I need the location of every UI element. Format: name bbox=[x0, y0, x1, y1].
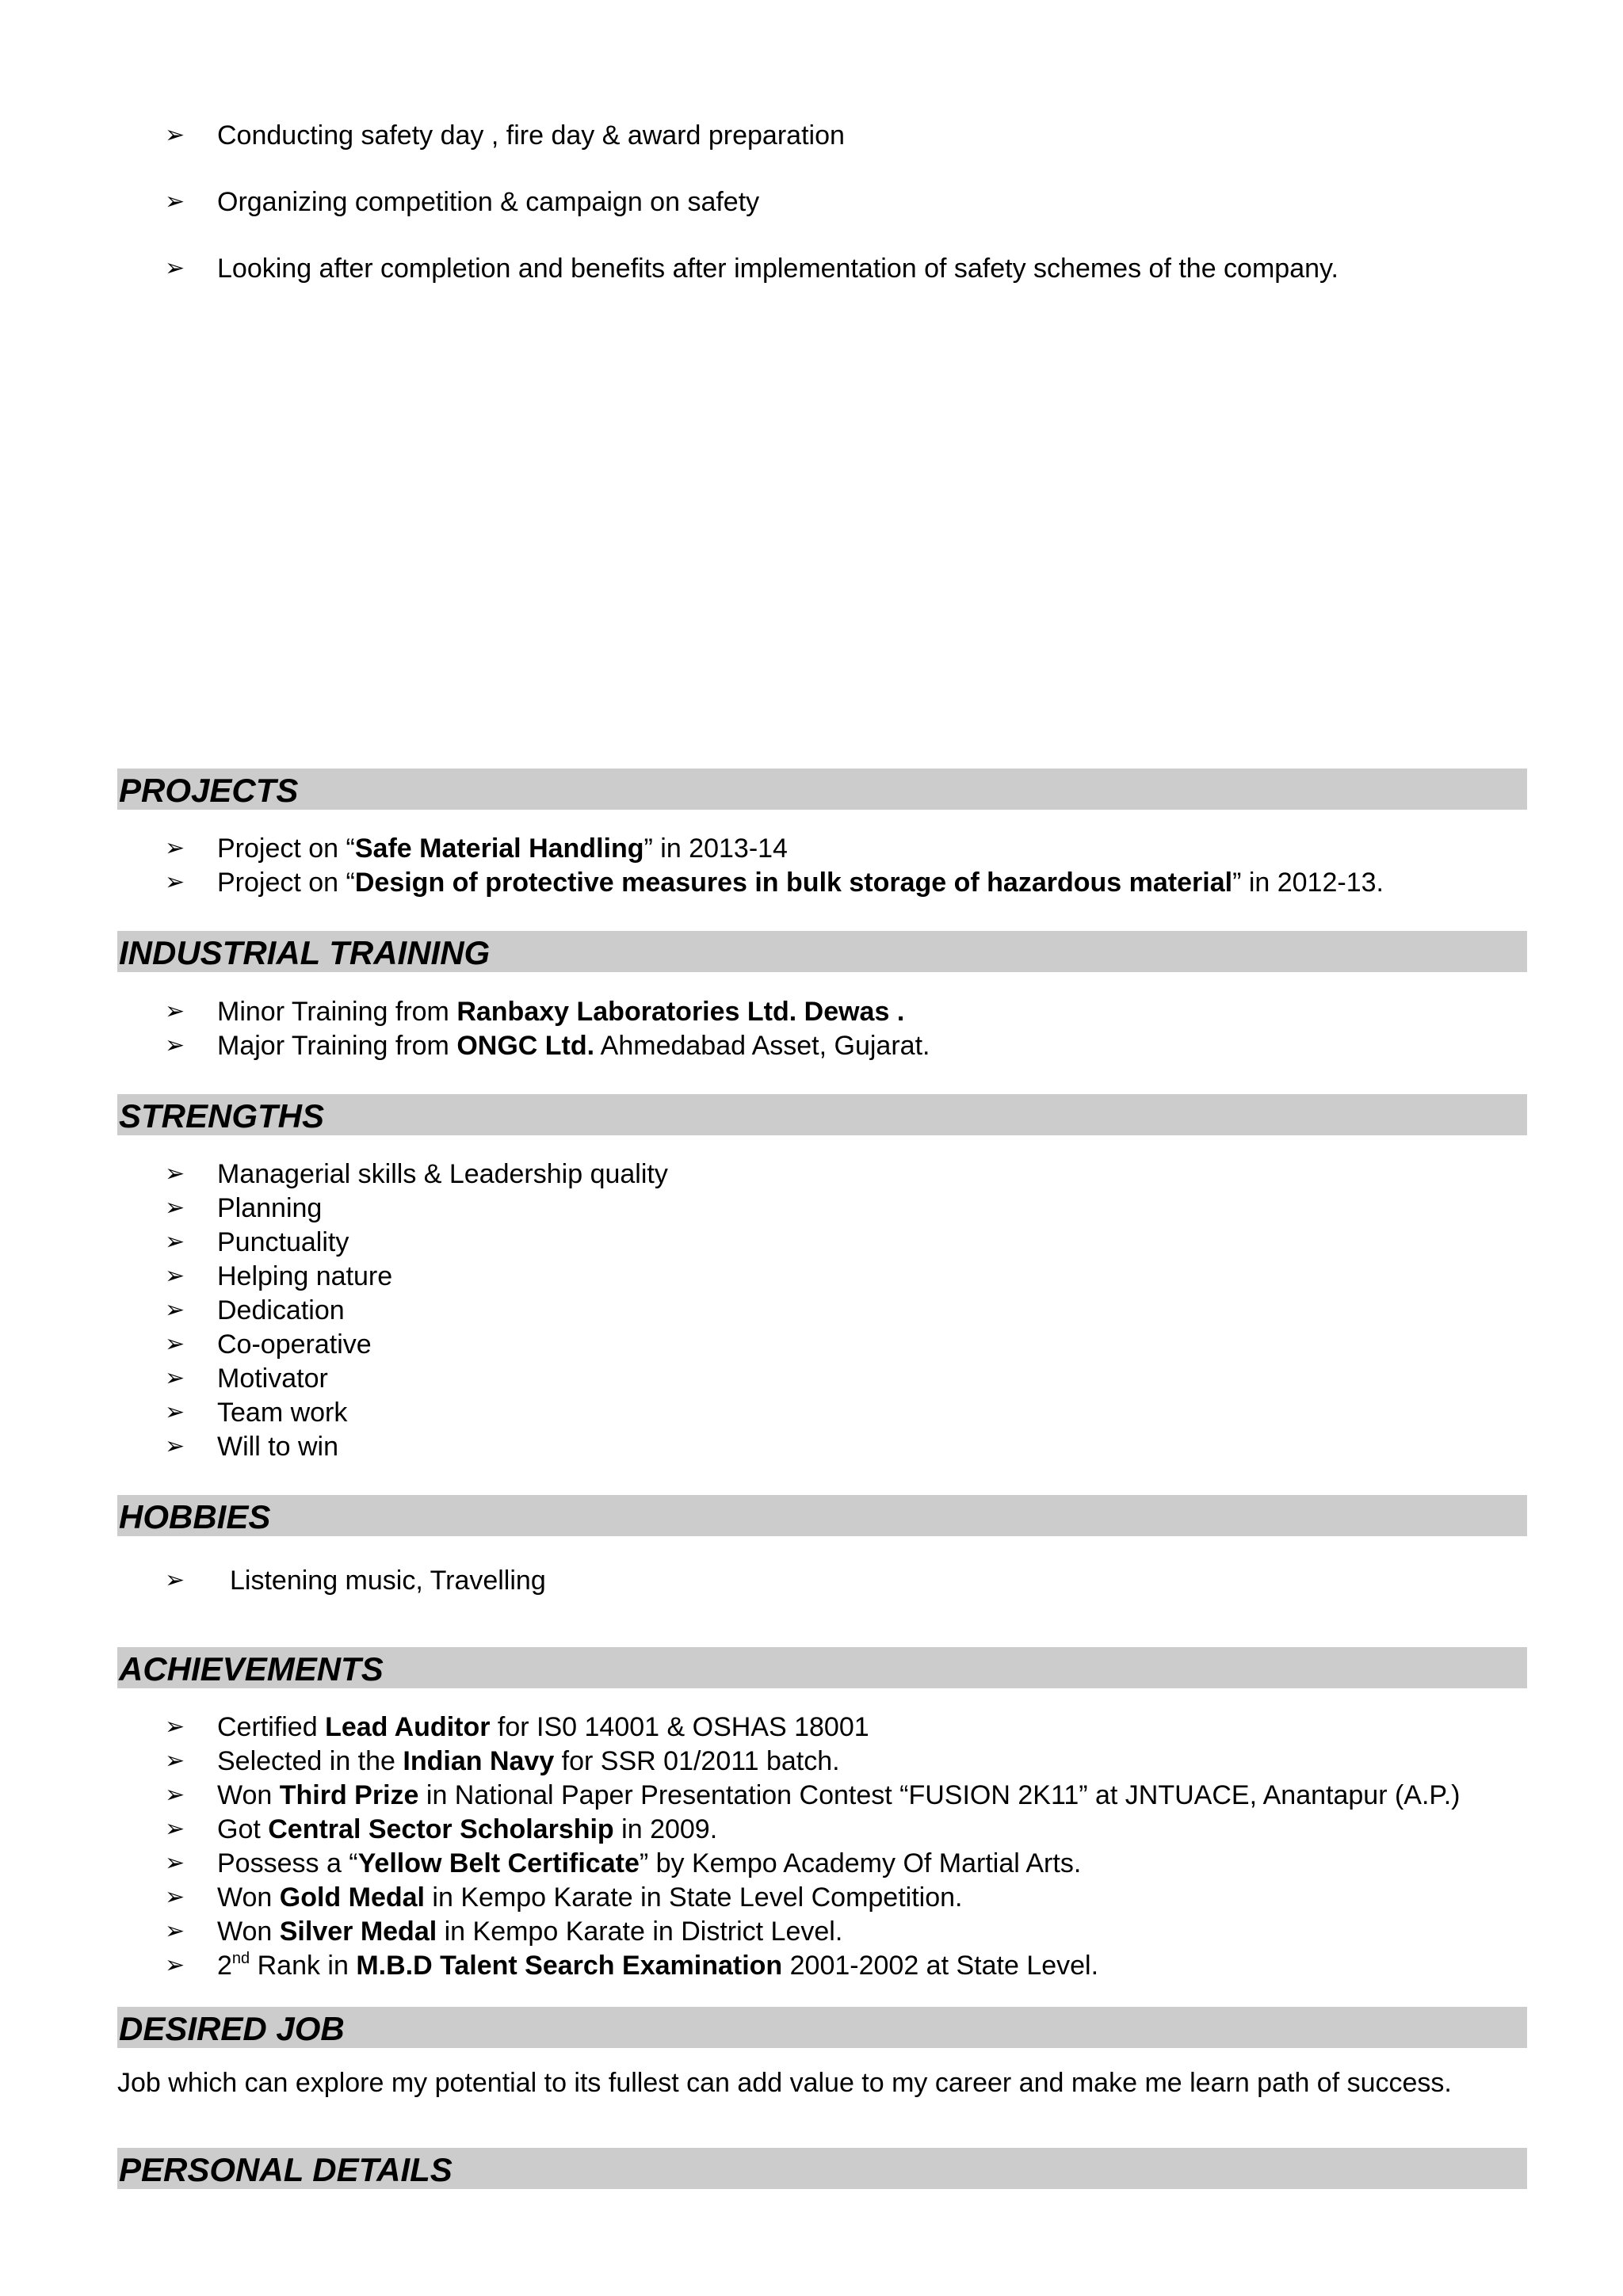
section-title: STRENGTHS bbox=[119, 1097, 325, 1135]
list-item: ➢ Certified Lead Auditor for IS0 14001 & OSHAS 18001 bbox=[165, 1712, 869, 1742]
arrow-bullet-icon: ➢ bbox=[165, 188, 185, 215]
arrow-bullet-icon: ➢ bbox=[165, 1815, 185, 1843]
section-header-projects bbox=[117, 769, 1527, 810]
list-item: ➢ Possess a “Yellow Belt Certificate” by Kempo Academy Of Martial Arts. bbox=[165, 1848, 1082, 1878]
section-title: PROJECTS bbox=[119, 772, 299, 809]
arrow-bullet-icon: ➢ bbox=[165, 868, 185, 896]
list-item: ➢ Planning bbox=[165, 1193, 323, 1223]
section-header-hobbies bbox=[117, 1495, 1527, 1536]
arrow-bullet-icon: ➢ bbox=[165, 1849, 185, 1877]
arrow-bullet-icon: ➢ bbox=[165, 1951, 185, 1979]
list-item: ➢ Team work bbox=[165, 1398, 348, 1428]
arrow-bullet-icon: ➢ bbox=[165, 1747, 185, 1775]
arrow-bullet-icon: ➢ bbox=[165, 1781, 185, 1809]
list-item: ➢ Project on “Design of protective measures in bulk storage of hazardous material” in 2012-13. bbox=[165, 868, 1384, 898]
section-title: INDUSTRIAL TRAINING bbox=[119, 934, 491, 971]
section-header-desired-job bbox=[117, 2007, 1527, 2048]
list-item: ➢ Got Central Sector Scholarship in 2009. bbox=[165, 1814, 718, 1844]
section-title: PERSONAL DETAILS bbox=[119, 2151, 453, 2188]
arrow-bullet-icon: ➢ bbox=[165, 1713, 185, 1741]
list-item: ➢ Selected in the Indian Navy for SSR 01/2011 batch. bbox=[165, 1746, 840, 1776]
section-title: ACHIEVEMENTS bbox=[119, 1650, 384, 1688]
list-item: ➢ Managerial skills & Leadership quality bbox=[165, 1159, 668, 1189]
arrow-bullet-icon: ➢ bbox=[165, 997, 185, 1025]
list-item: ➢ Listening music, Travelling bbox=[165, 1566, 546, 1596]
list-item: ➢ Looking after completion and benefits after implementation of safety schemes of the company. bbox=[165, 254, 1338, 284]
arrow-bullet-icon: ➢ bbox=[165, 1194, 185, 1222]
arrow-bullet-icon: ➢ bbox=[165, 1160, 185, 1188]
arrow-bullet-icon: ➢ bbox=[165, 1296, 185, 1324]
list-item: ➢ Organizing competition & campaign on safety bbox=[165, 187, 760, 217]
arrow-bullet-icon: ➢ bbox=[165, 1330, 185, 1358]
arrow-bullet-icon: ➢ bbox=[165, 1917, 185, 1945]
arrow-bullet-icon: ➢ bbox=[165, 1398, 185, 1426]
section-header-training bbox=[117, 931, 1527, 972]
section-title: DESIRED JOB bbox=[119, 2010, 345, 2047]
list-item: ➢ Motivator bbox=[165, 1363, 328, 1394]
arrow-bullet-icon: ➢ bbox=[165, 121, 185, 149]
arrow-bullet-icon: ➢ bbox=[165, 1228, 185, 1256]
section-header-achievements bbox=[117, 1647, 1527, 1688]
list-item: ➢ Project on “Safe Material Handling” in 2013-14 bbox=[165, 833, 788, 864]
list-item: ➢ Will to win bbox=[165, 1432, 339, 1462]
arrow-bullet-icon: ➢ bbox=[165, 1262, 185, 1290]
list-item: ➢ Punctuality bbox=[165, 1227, 349, 1257]
arrow-bullet-icon: ➢ bbox=[165, 1432, 185, 1460]
section-header-strengths bbox=[117, 1094, 1527, 1135]
arrow-bullet-icon: ➢ bbox=[165, 1032, 185, 1059]
section-header-personal-details bbox=[117, 2148, 1527, 2189]
list-item: ➢ Helping nature bbox=[165, 1261, 393, 1291]
list-item: ➢ Won Third Prize in National Paper Presentation Contest “FUSION 2K11” at JNTUACE, Anantapur (A.P.) bbox=[165, 1780, 1461, 1810]
arrow-bullet-icon: ➢ bbox=[165, 1883, 185, 1911]
list-item: ➢ Won Silver Medal in Kempo Karate in District Level. bbox=[165, 1917, 843, 1947]
arrow-bullet-icon: ➢ bbox=[165, 834, 185, 862]
list-item: ➢ Won Gold Medal in Kempo Karate in State Level Competition. bbox=[165, 1882, 963, 1913]
arrow-bullet-icon: ➢ bbox=[165, 254, 185, 282]
list-item: ➢ Conducting safety day , fire day & award preparation bbox=[165, 120, 845, 151]
arrow-bullet-icon: ➢ bbox=[165, 1364, 185, 1392]
desired-job-text: Job which can explore my potential to its fullest can add value to my career and make me learn path of success. bbox=[117, 2068, 1452, 2098]
arrow-bullet-icon: ➢ bbox=[165, 1566, 185, 1594]
section-title: HOBBIES bbox=[119, 1498, 271, 1535]
list-item: ➢ Dedication bbox=[165, 1295, 345, 1325]
list-item: ➢ 2nd Rank in M.B.D Talent Search Examination 2001-2002 at State Level. bbox=[165, 1950, 1099, 1981]
list-item: ➢ Co-operative bbox=[165, 1329, 372, 1360]
list-item: ➢ Major Training from ONGC Ltd. Ahmedabad Asset, Gujarat. bbox=[165, 1031, 930, 1061]
list-item: ➢ Minor Training from Ranbaxy Laboratories Ltd. Dewas . bbox=[165, 997, 905, 1027]
